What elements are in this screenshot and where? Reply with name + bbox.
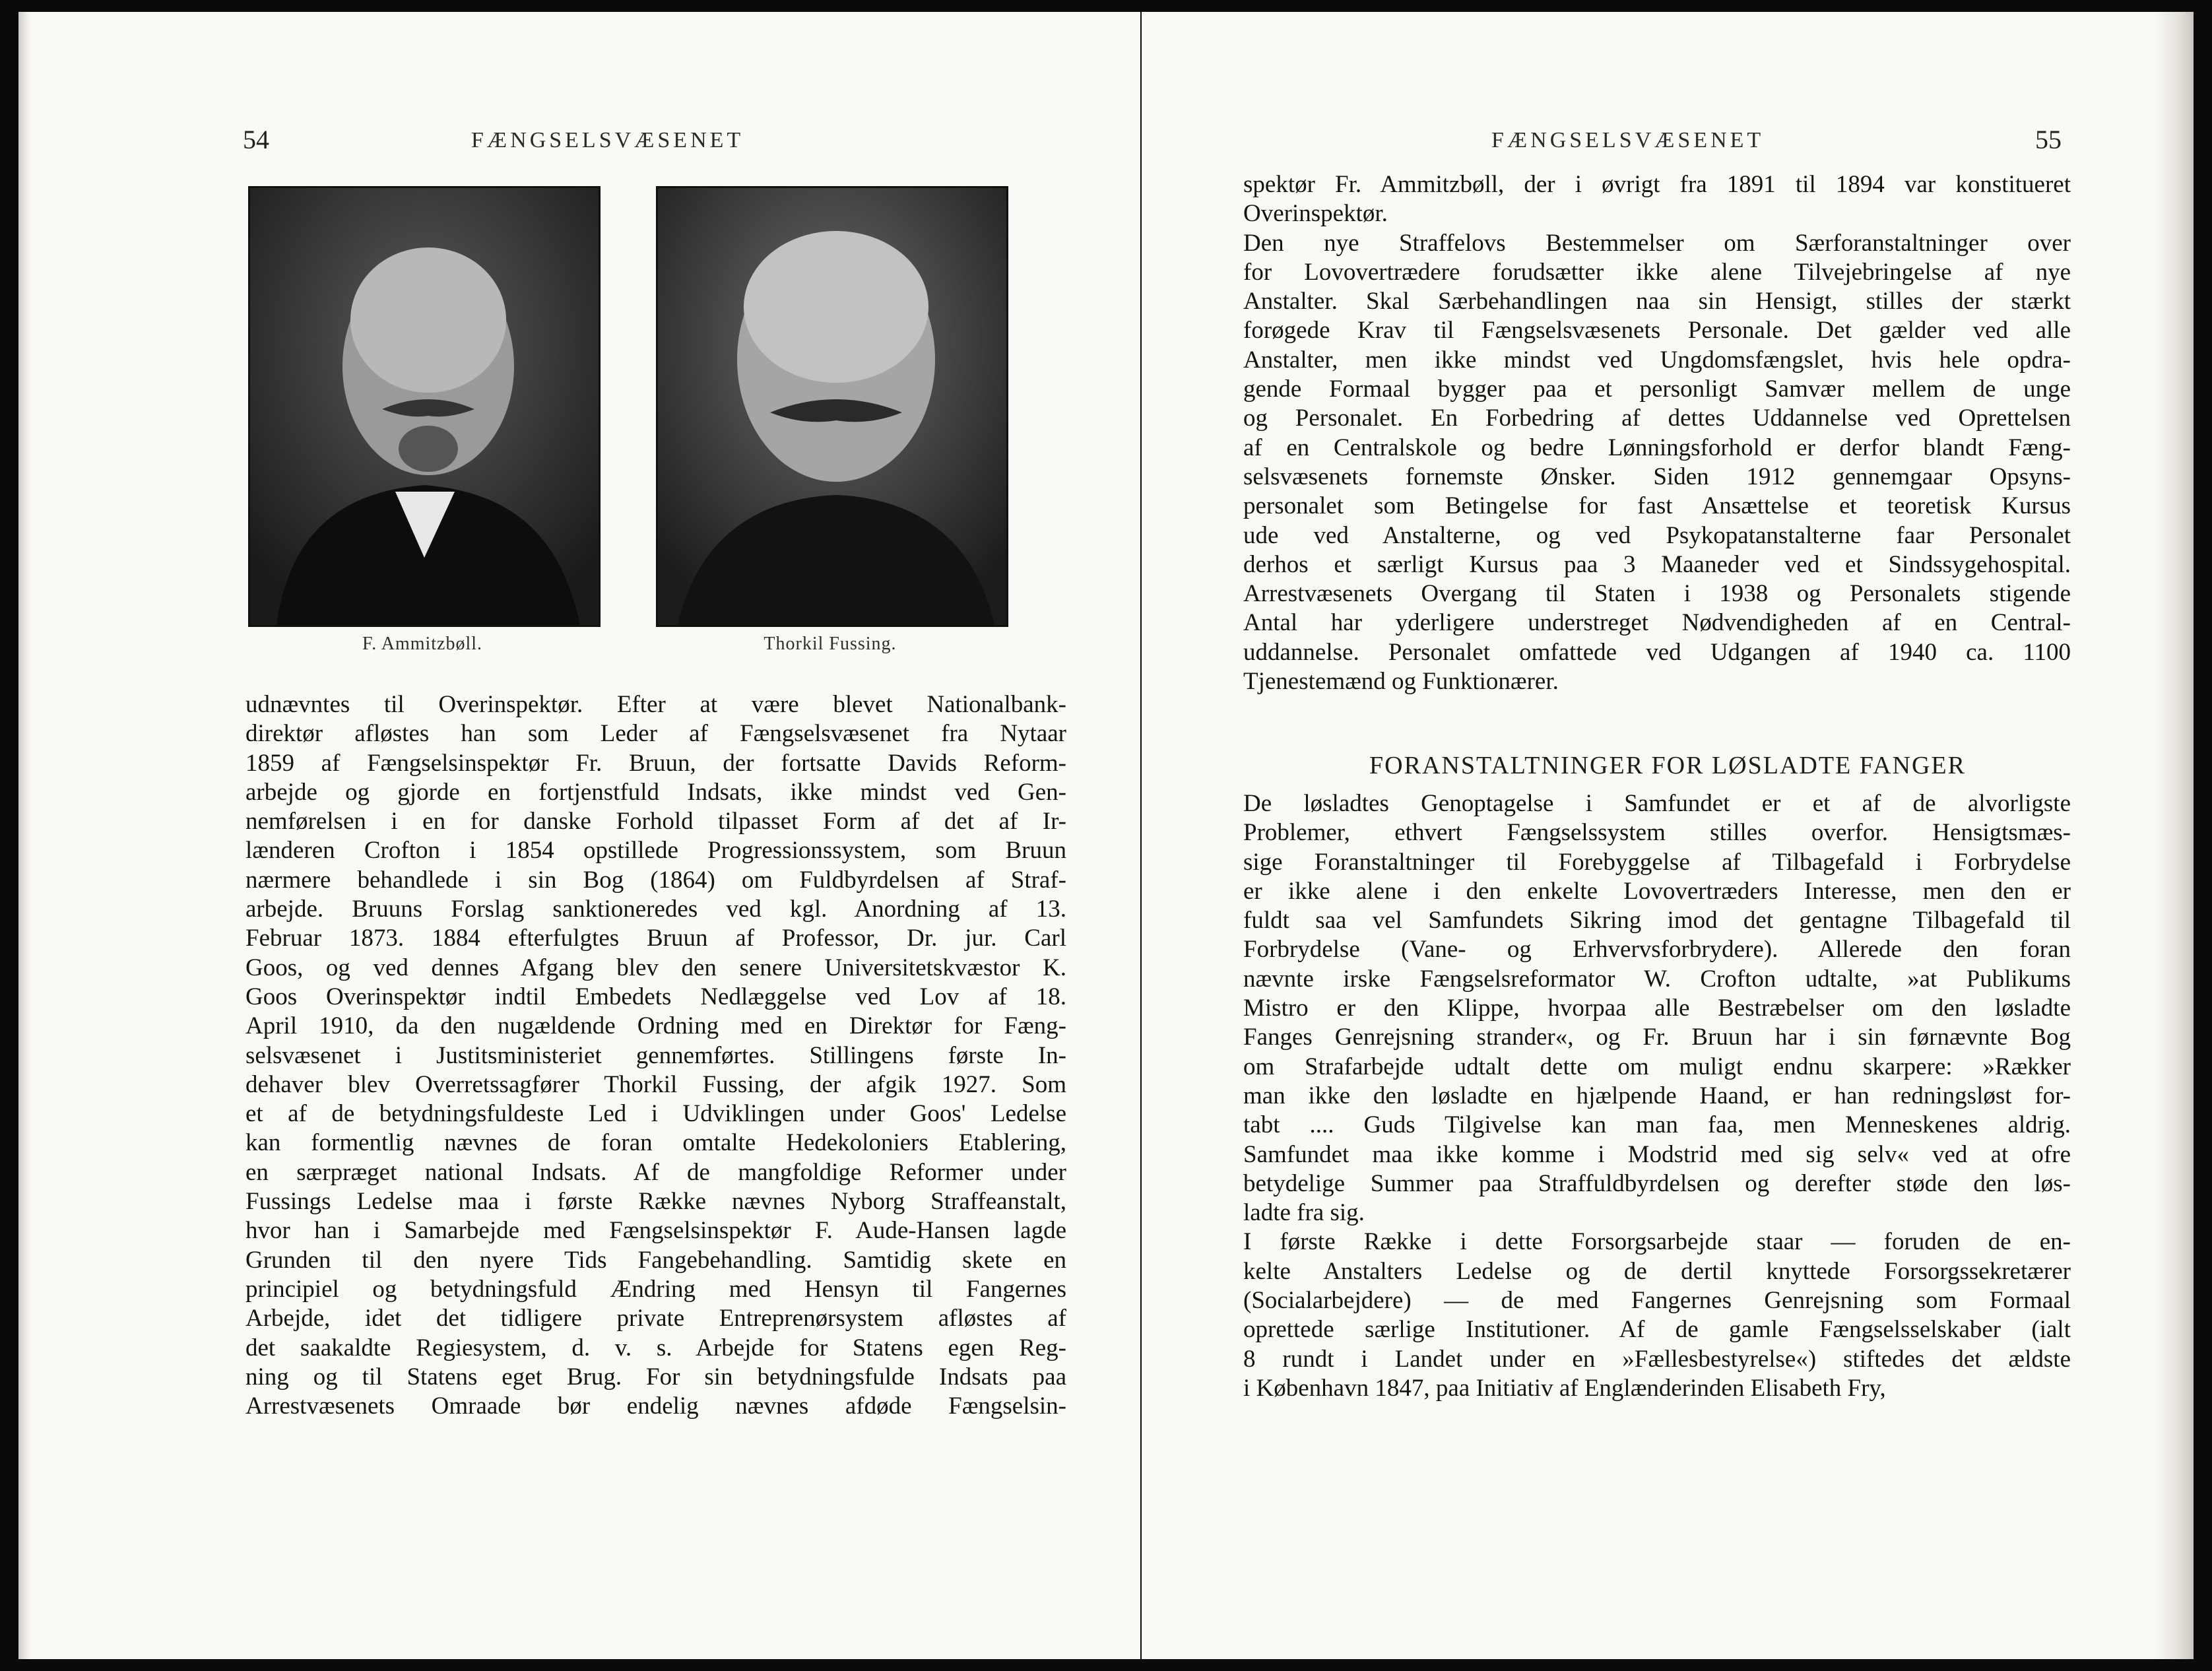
text-line: lænderen Crofton i 1854 opstillede Progressionssystem, som Bruun: [245, 837, 1066, 865]
text-line: nærmere behandlede i sin Bog (1864) om Fuldbyrdelsen af Straf-: [245, 866, 1066, 894]
body-text: [1243, 170, 2071, 696]
text-line: er ikke alene i den enkelte Lovovertræders Interesse, men den er: [1243, 877, 2071, 905]
text-line: tabt .... Guds Tilgivelse kan man faa, men Menneskenes aldrig.: [1243, 1111, 2071, 1139]
text-line: man ikke den løsladte en hjælpende Haand, er han redningsløst for-: [1243, 1082, 2071, 1109]
page-edge: [18, 12, 32, 1659]
text-line: Mistro er den Klippe, hvorpaa alle Bestræbelser om den løsladte: [1243, 995, 2071, 1022]
text-line: arbejde og gjorde en fortjenstfuld Indsats, ikke mindst ved Gen-: [245, 778, 1066, 806]
text-line: et af de betydningsfuldeste Led i Udviklingen under Goos' Ledelse: [245, 1100, 1066, 1128]
text-line: uddannelse. Personalet omfattede ved Udgangen af 1940 ca. 1100: [1243, 638, 2071, 666]
text-line: nævnte irske Fængselsreformator W. Crofton udtalte, »at Publikums: [1243, 965, 2071, 993]
text-line: nemførelsen i en for danske Forhold tilpasset Form af det af Ir-: [245, 808, 1066, 836]
text-line: Antal har yderligere understreget Nødvendigheden af en Central-: [1243, 609, 2071, 637]
text-line: gende Formaal bygger paa et personligt Samvær mellem de unge: [1243, 376, 2071, 403]
photo-caption: Thorkil Fussing.: [764, 634, 897, 654]
text-line: Anstalter. Skal Særbehandlingen naa sin Hensigt, stilles der stærkt: [1243, 288, 2071, 315]
text-line: dehaver blev Overretssagfører Thorkil Fussing, der afgik 1927. Som: [245, 1070, 1066, 1098]
text-line: kan formentlig nævnes de foran omtalte Hedekoloniers Etablering,: [245, 1129, 1066, 1157]
text-line: 1859 af Fængselsinspektør Fr. Bruun, der fortsatte Davids Reform-: [245, 749, 1066, 777]
left-page: [18, 12, 1140, 1659]
text-line: udnævntes til Overinspektør. Efter at være blevet Nationalbank-: [245, 691, 1066, 718]
portrait-image: [658, 188, 1006, 625]
body-text: [1243, 789, 2071, 1403]
text-line: det saakaldte Regiesystem, d. v. s. Arbejde for Statens egen Reg-: [245, 1334, 1066, 1361]
text-line: personalet som Betingelse for fast Ansættelse et teoretisk Kursus: [1243, 492, 2071, 520]
text-line: Goos, og ved dennes Afgang blev den senere Universitetskvæstor K.: [245, 954, 1066, 981]
text-line: arbejde. Bruuns Forslag sanktioneredes ved kgl. Anordning af 13.: [245, 896, 1066, 923]
right-page: [1142, 12, 2194, 1659]
portrait-photo: [656, 186, 1008, 627]
text-line: Problemer, ethvert Fængselssystem stilles overfor. Hensigtsmæs-: [1243, 819, 2071, 847]
text-line: Fanges Genrejsning strander«, og Fr. Bruun har i sin førnævnte Bog: [1243, 1024, 2071, 1051]
text-line: spektør Fr. Ammitzbøll, der i øvrigt fra 1891 til 1894 var konstitueret: [1243, 171, 2071, 198]
text-line: derhos et særligt Kursus paa 3 Maaneder ved et Sindssygehospital.: [1243, 550, 2071, 578]
text-line: og Personalet. En Forbedring af dettes Uddannelse ved Oprettelsen: [1243, 405, 2071, 432]
portrait-photo: [248, 186, 601, 627]
text-line: ning og til Statens eget Brug. For sin betydningsfulde Indsats paa: [245, 1363, 1066, 1391]
portrait-image: [250, 188, 599, 625]
text-line: ladte fra sig.: [1243, 1199, 1365, 1227]
text-line: (Socialarbejdere) — de med Fangernes Genrejsning som Formaal: [1243, 1287, 2071, 1315]
text-line: I første Række i dette Forsorgsarbejde staar — foruden de en-: [1243, 1228, 2071, 1256]
text-line: Arrestvæsenets Omraade bør endelig nævnes afdøde Fængselsin-: [245, 1392, 1066, 1420]
text-line: en særpræget national Indsats. Af de mangfoldige Reformer under: [245, 1158, 1066, 1186]
text-line: principiel og betydningsfuld Ændring med Hensyn til Fangernes: [245, 1275, 1066, 1303]
page-edge: [2154, 12, 2194, 1659]
text-line: ude ved Anstalterne, og ved Psykopatanstalterne faar Personalet: [1243, 521, 2071, 549]
text-line: Goos Overinspektør indtil Embedets Nedlæggelse ved Lov af 18.: [245, 983, 1066, 1010]
text-line: i København 1847, paa Initiativ af Englænderinden Elisabeth Fry,: [1243, 1374, 1886, 1402]
text-line: selsvæsenet i Justitsministeriet gennemførtes. Stillingens første In-: [245, 1041, 1066, 1069]
text-line: Samfundet maa ikke komme i Modstrid med sig selv« ved at ofre: [1243, 1140, 2071, 1168]
text-line: April 1910, da den nugældende Ordning med en Direktør for Fæng-: [245, 1012, 1066, 1040]
running-head: FÆNGSELSVÆSENET: [1491, 128, 1765, 152]
page-number: 54: [243, 125, 269, 154]
photo-caption: F. Ammitzbøll.: [362, 634, 483, 654]
text-line: sige Foranstaltninger til Forebyggelse af Tilbagefald i Forbrydelse: [1243, 848, 2071, 876]
text-line: direktør afløstes han som Leder af Fængselsvæsenet fra Nytaar: [245, 720, 1066, 748]
text-line: Tjenestemænd og Funktionærer.: [1243, 668, 1559, 696]
running-head: FÆNGSELSVÆSENET: [471, 128, 744, 152]
text-line: for Lovovertrædere forudsætter ikke alene Tilvejebringelse af nye: [1243, 258, 2071, 286]
text-line: Arrestvæsenets Overgang til Staten i 1938 og Personalets stigende: [1243, 580, 2071, 608]
text-line: Den nye Straffelovs Bestemmelser om Særforanstaltninger over: [1243, 229, 2071, 257]
body-text: [245, 690, 1066, 1421]
text-line: Fussings Ledelse maa i første Række nævnes Nyborg Straffeanstalt,: [245, 1188, 1066, 1216]
text-line: af en Centralskole og bedre Lønningsforhold er derfor blandt Fæng-: [1243, 434, 2071, 461]
text-line: Overinspektør.: [1243, 200, 1388, 228]
text-line: kelte Anstalters Ledelse og de dertil knyttede Forsorgssekretærer: [1243, 1257, 2071, 1285]
text-line: 8 rundt i Landet under en »Fællesbestyrelse«) stiftedes det ældste: [1243, 1345, 2071, 1373]
text-line: om Strafarbejde udtalt dette om muligt endnu skarpere: »Rækker: [1243, 1053, 2071, 1080]
text-line: hvor han i Samarbejde med Fængselsinspektør F. Aude-Hansen lagde: [245, 1217, 1066, 1245]
text-line: Arbejde, idet det tidligere private Entreprenørsystem afløstes af: [245, 1305, 1066, 1332]
text-line: Forbrydelse (Vane- og Erhvervsforbrydere). Allerede den foran: [1243, 936, 2071, 964]
text-line: forøgede Krav til Fængselsvæsenets Personale. Det gælder ved alle: [1243, 317, 2071, 344]
text-line: Grunden til den nyere Tids Fangebehandling. Samtidig skete en: [245, 1246, 1066, 1274]
text-line: Februar 1873. 1884 efterfulgtes Bruun af Professor, Dr. jur. Carl: [245, 925, 1066, 952]
text-line: selsvæsenets fornemste Ønsker. Siden 1912 gennemgaar Opsyns-: [1243, 463, 2071, 490]
text-line: oprettede særlige Institutioner. Af de gamle Fængselsselskaber (ialt: [1243, 1316, 2071, 1344]
text-line: Anstalter, men ikke mindst ved Ungdomsfængslet, hvis hele opdra-: [1243, 346, 2071, 374]
text-line: fuldt saa vel Samfundets Sikring imod det gentagne Tilbagefald til: [1243, 907, 2071, 934]
section-heading: FORANSTALTNINGER FOR LØSLADTE FANGER: [1369, 752, 1966, 779]
text-line: De løsladtes Genoptagelse i Samfundet er et af de alvorligste: [1243, 790, 2071, 817]
text-line: betydelige Summer paa Straffuldbyrdelsen og derefter støde den løs-: [1243, 1169, 2071, 1197]
page-number: 55: [2035, 125, 2062, 154]
